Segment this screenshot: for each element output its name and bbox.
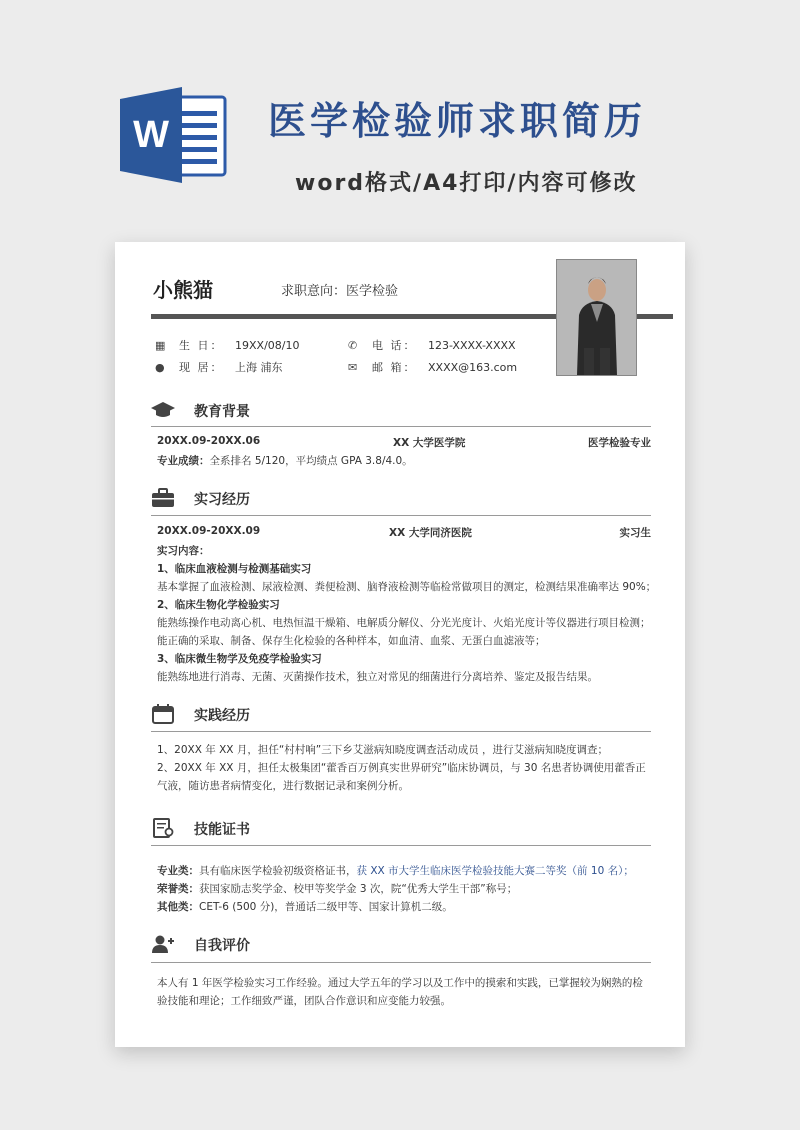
section-divider (151, 515, 651, 516)
section-divider (151, 845, 651, 846)
internship-item-line: 能熟练地进行消毒、无菌、灭菌操作技术，独立对常见的细菌进行分离培养、鉴定及报告结果。 (157, 671, 598, 683)
location-pin-icon: ● (155, 361, 165, 374)
certificate-icon (151, 818, 175, 838)
svg-text:W: W (133, 114, 169, 156)
self-line: 验技能和理论；工作细致严谨，团队合作意识和应变能力较强。 (157, 995, 451, 1007)
section-divider (151, 731, 651, 732)
envelope-icon: ✉ (348, 361, 358, 374)
location-info: ● 现 居： 上海 浦东 (155, 361, 283, 374)
practice-line: 2、20XX 年 XX 月，担任太极集团“藿香百万例真实世界研究”临床协调员，与 30 名患者协调使用藿香正 (157, 762, 646, 774)
banner-subtitle: word格式/A4打印/内容可修改 (295, 171, 638, 196)
internship-item-heading: 3、临床微生物学及免疫学检验实习 (157, 653, 322, 665)
section-practice: 实践经历 (151, 702, 651, 730)
briefcase-icon (151, 488, 175, 508)
internship-item-line: 能正确的采取、制备、保存生化检验的各种样本，如血清、血浆、无蛋白血滤液等； (157, 635, 546, 647)
internship-item-heading: 1、临床血液检测与检测基础实习 (157, 563, 312, 575)
calendar-icon: ▦ (155, 339, 166, 352)
section-education: 教育背景 (151, 398, 651, 426)
internship-item-line: 基本掌握了血液检测、尿液检测、粪便检测、脑脊液检测等临检常做项目的测定，检测结果准确率达 90%； (157, 581, 657, 593)
calendar-icon (151, 704, 175, 724)
self-line: 本人有 1 年医学检验实习工作经验。通过大学五年的学习以及工作中的摸索和实践，已掌握较为娴熟的检 (157, 977, 643, 989)
graduation-cap-icon (151, 400, 175, 420)
section-divider (151, 426, 651, 427)
internship-item-heading: 2、临床生物化学检验实习 (157, 599, 280, 611)
person-photo-icon (557, 260, 636, 375)
resume-page (115, 242, 685, 1047)
phone-info: ✆ 电 话： 123-XXXX-XXXX (348, 339, 516, 352)
profile-photo (556, 259, 637, 376)
section-internship: 实习经历 (151, 486, 651, 514)
skills-row: 荣誉类：获国家励志奖学金、校甲等奖学金 3 次，院“优秀大学生干部”称号； (157, 883, 518, 895)
phone-icon: ✆ (348, 339, 358, 352)
candidate-name: 小熊猫 (153, 278, 213, 302)
education-score: 专业成绩：全系排名 5/120，平均绩点 GPA 3.8/4.0。 (157, 455, 413, 467)
birth-info: ▦ 生 日： 19XX/08/10 (155, 339, 300, 352)
word-logo-icon (120, 85, 230, 185)
practice-line: 气液，随访患者病情变化，进行数据记录和案例分析。 (157, 780, 409, 792)
section-skills: 技能证书 (151, 816, 651, 844)
education-row: 20XX.09-20XX.06 XX 大学医学院 医学检验专业 (157, 435, 651, 449)
banner (0, 0, 800, 230)
banner-title: 医学检验师求职简历 (268, 99, 647, 143)
skills-row: 其他类：CET-6 (500 分)，普通话二级甲等、国家计算机二级。 (157, 901, 453, 913)
internship-item-line: 能熟练操作电动离心机、电热恒温干燥箱、电解质分解仪、分光光度计、火焰光度计等仪器进行项目检测； (157, 617, 651, 629)
skills-row: 专业类：具有临床医学检验初级资格证书，获 XX 市大学生临床医学检验技能大赛二等奖（前 10 名）； (157, 865, 634, 877)
email-info: ✉ 邮 箱： XXXX@163.com (348, 361, 518, 374)
internship-row: 20XX.09-20XX.09 XX 大学同济医院 实习生 (157, 525, 651, 539)
job-intent: 求职意向：医学检验 (281, 284, 399, 299)
internship-content-label: 实习内容： (157, 545, 210, 557)
practice-line: 1、20XX 年 XX 月，担任“村村响”三下乡艾滋病知晓度调查活动成员 ，进行艾滋病知晓度调查； (157, 744, 609, 756)
section-divider (151, 962, 651, 963)
user-plus-icon (151, 934, 175, 954)
section-self: 自我评价 (151, 932, 651, 960)
